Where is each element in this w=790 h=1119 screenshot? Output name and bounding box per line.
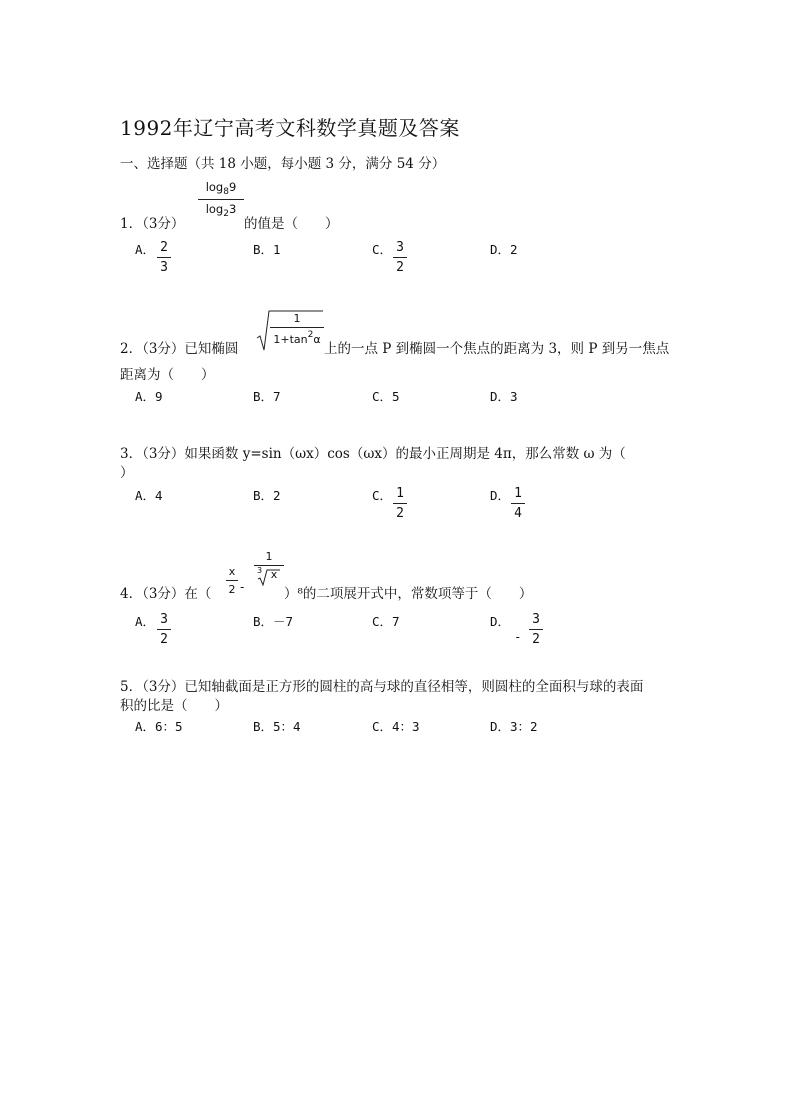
q4-root-index: 3	[257, 566, 263, 575]
q1-option-a-label: A．	[135, 242, 156, 257]
q4-x-over-2: x 2	[226, 565, 238, 596]
q4-prefix: 4．（3分）在（	[120, 586, 212, 602]
q4-root-fraction: 1 3 x	[254, 550, 284, 598]
q2-suffix: 上的一点 P 到椭圆一个焦点的距离为 3，则 P 到另一焦点	[324, 341, 670, 357]
q1-option-a-fraction: 2 3	[157, 240, 171, 275]
q1-option-c-label: C．	[372, 242, 393, 257]
q2-prefix: 2．（3分）已知椭圆	[120, 341, 239, 357]
document-title: 1992年辽宁高考文科数学真题及答案	[120, 116, 460, 140]
q2-radical	[256, 308, 324, 354]
q5-option-c: C．4：3	[372, 719, 420, 734]
q2-option-d: D．3	[490, 389, 518, 404]
q2-option-a: A．9	[135, 389, 163, 404]
q3-option-a: A．4	[135, 488, 163, 503]
q3-option-c-label: C．	[372, 488, 393, 503]
q3-option-d-fraction: 1 4	[511, 486, 525, 521]
section-heading: 一、选择题（共 18 小题，每小题 3 分，满分 54 分）	[120, 156, 446, 172]
q2-line-2: 距离为（ ）	[120, 367, 215, 383]
q1-suffix: 的值是（ ）	[244, 216, 339, 232]
q3-line-1: 3．（3分）如果函数 y=sin（ωx）cos（ωx）的最小正周期是 4π，那么常数 ω 为（	[120, 446, 626, 462]
q4-option-d-sign: -	[514, 629, 522, 644]
q4-option-d-label: D．	[490, 614, 511, 629]
q2-option-c: C．5	[372, 389, 400, 404]
q1-fraction: $\log_89$ $\log_23$	[198, 180, 244, 219]
q1-option-b: B．1	[253, 242, 281, 257]
q3-option-c-fraction: 1 2	[393, 486, 407, 521]
q4-suffix: ）⁸的二项展开式中，常数项等于（ ）	[284, 586, 533, 602]
q4-option-a-label: A．	[135, 614, 156, 629]
q5-line-1: 5．（3分）已知轴截面是正方形的圆柱的高与球的直径相等，则圆柱的全面积与球的表面	[120, 679, 644, 695]
q3-option-b: B．2	[253, 488, 281, 503]
q4-option-c: C．7	[372, 614, 400, 629]
q4-option-d-fraction: 3 2	[529, 612, 543, 647]
q1-prefix: 1．（3分）	[120, 216, 185, 232]
q5-line-2: 积的比是（ ）	[120, 698, 228, 714]
q1-option-d: D．2	[490, 242, 518, 257]
q5-option-b: B．5：4	[253, 719, 301, 734]
q4-option-b: B．－7	[253, 614, 294, 629]
radical-sign-icon	[257, 568, 281, 586]
q4-option-a-fraction: 3 2	[157, 612, 171, 647]
q2-option-b: B．7	[253, 389, 281, 404]
q1-option-c-fraction: 3 2	[393, 240, 407, 275]
q3-line-2: ）	[120, 465, 134, 481]
q2-radicand: 1 $1+\tan^2\alpha$	[270, 312, 324, 346]
q5-option-d: D．3：2	[490, 719, 538, 734]
q4-minus: -	[240, 580, 245, 594]
q3-option-d-label: D．	[490, 488, 511, 503]
q5-option-a: A．6：5	[135, 719, 183, 734]
